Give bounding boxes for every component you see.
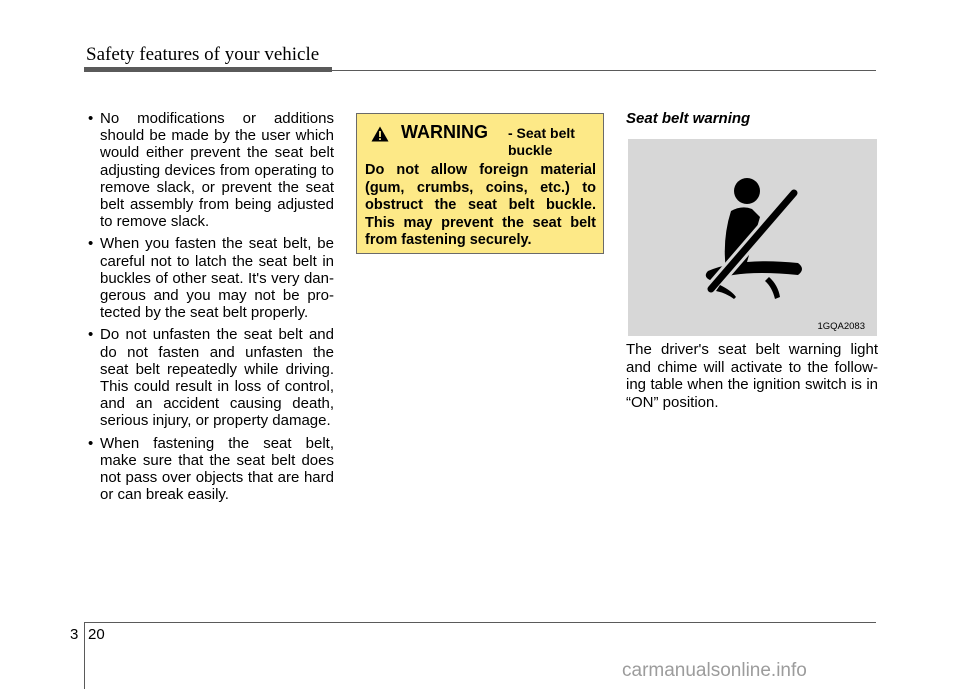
header-thin-rule bbox=[332, 70, 876, 71]
warning-body: Do not allow foreign material (gum, crumbs, coins, etc.) to obstruct the seat belt buckle. This may prevent the seat belt from fastening securely. bbox=[365, 162, 596, 248]
seat-belt-warning-icon bbox=[628, 139, 877, 336]
seat-belt-warning-text: The driver's seat belt warning light and chime will activate to the follow-ing table when the ignition switch is in “ON” position. bbox=[626, 341, 878, 411]
warning-triangle-icon bbox=[371, 126, 389, 142]
footer-rule bbox=[84, 622, 876, 623]
bullet-item: • Do not unfasten the seat belt and do not fasten and unfasten the seat belt repeatedly while driving. This could result in loss of control, and an accident causing death, serious injury, or property damage. bbox=[86, 326, 334, 429]
bullet-list bbox=[86, 110, 334, 508]
page-number: 20 bbox=[88, 626, 105, 643]
watermark: carmanualsonline.info bbox=[622, 660, 807, 681]
bullet-item: • When fastening the seat belt, make sure that the seat belt does not pass over objects that are hard or can break easily. bbox=[86, 435, 334, 504]
warning-title: WARNING bbox=[401, 122, 488, 142]
section-heading: Seat belt warning bbox=[626, 110, 751, 127]
warning-subtitle: - Seat belt buckle bbox=[508, 125, 575, 158]
bullet-item: • No modifications or additions should be made by the user which would either prevent the seat belt adjusting devices from operating to remove slack, or prevent the seat belt assembly from being adjusted to remove slack. bbox=[86, 110, 334, 230]
footer-divider bbox=[84, 622, 85, 689]
bullet-item: • When you fasten the seat belt, be careful not to latch the seat belt in buckles of other seat. It's very dan-gerous and you may not be pro-tected by the seat belt properly. bbox=[86, 235, 334, 321]
header-thick-rule bbox=[84, 67, 332, 72]
seat-belt-figure bbox=[628, 139, 877, 336]
warning-box bbox=[356, 113, 604, 254]
warning-header bbox=[365, 124, 596, 162]
chapter-number: 3 bbox=[70, 626, 79, 643]
figure-code: 1GQA2083 bbox=[817, 321, 865, 332]
page-header-title: Safety features of your vehicle bbox=[86, 44, 320, 65]
